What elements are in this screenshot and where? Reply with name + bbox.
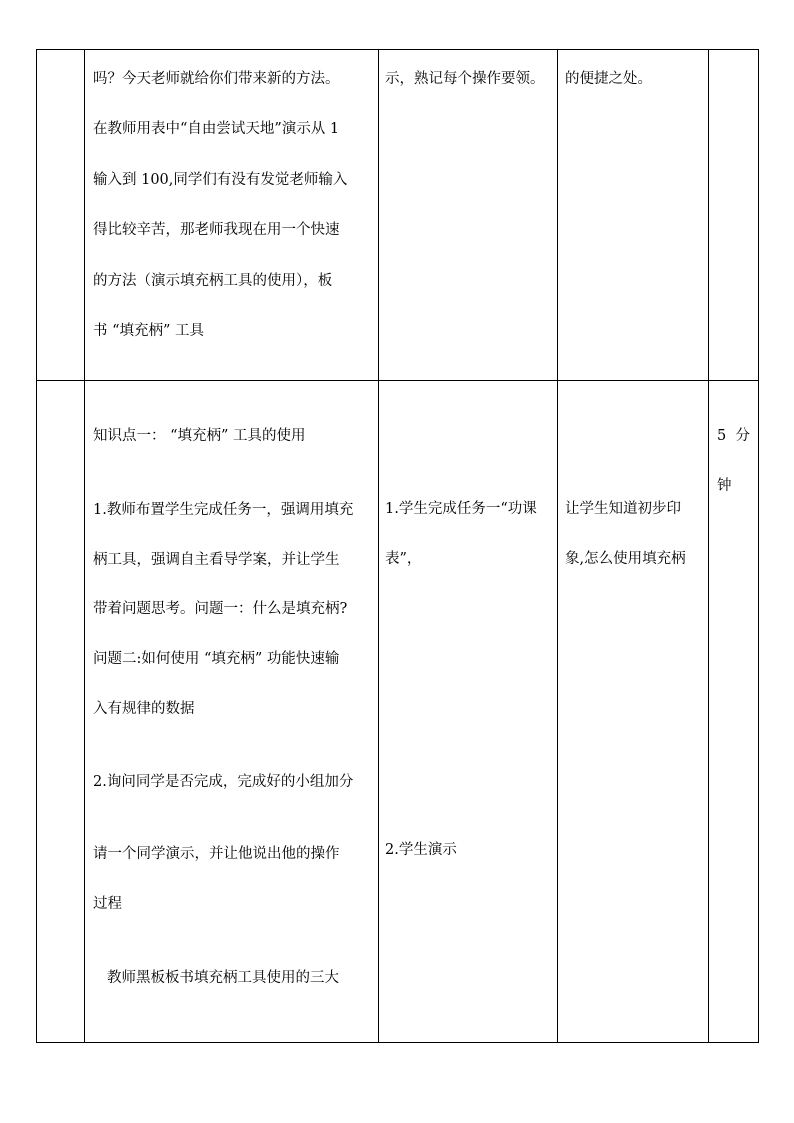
teacher-text-line: 知识点一： “填充柄” 工具的使用 — [93, 428, 306, 444]
teacher-text-line: 入有规律的数据 — [93, 701, 195, 717]
teacher-text-line: 柄工具，强调自主看导学案，并让学生 — [93, 552, 340, 568]
teacher-text-line: 输入到 100,同学们有没有发觉老师输入 — [93, 172, 348, 188]
teacher-text-line: 的方法（演示填充柄工具的使用），板 — [93, 273, 333, 289]
teacher-text-line: 教师黑板板书填充柄工具使用的三大 — [107, 970, 339, 986]
teacher-text-line: 书 “填充柄” 工具 — [93, 323, 205, 339]
time-cell — [709, 50, 759, 381]
student-text-line: 2.学生演示 — [385, 842, 457, 858]
teacher-text-line: 带着问题思考。问题一：什么是填充柄? — [93, 601, 348, 617]
teacher-text-line: 请一个同学演示，并让他说出他的操作 — [93, 846, 340, 862]
student-activity-cell — [379, 50, 558, 381]
teacher-activity-cell — [85, 381, 379, 1043]
lesson-plan-table — [36, 49, 759, 1043]
stage-cell — [37, 381, 85, 1043]
student-text-line: 表”， — [385, 551, 422, 567]
design-intent-cell — [558, 50, 709, 381]
student-text-line: 示，熟记每个操作要领。 — [385, 71, 545, 87]
time-text-line: 钟 — [717, 478, 732, 494]
time-cell — [709, 381, 759, 1043]
teacher-text-line: 问题二:如何使用 “填充柄” 功能快速输 — [93, 651, 340, 667]
intent-text-line: 的便捷之处。 — [565, 71, 652, 87]
table-row — [37, 50, 759, 381]
stage-cell — [37, 50, 85, 381]
teacher-text-line: 吗？今天老师就给你们带来新的方法。 — [93, 71, 340, 87]
teacher-text-line: 2.询问同学是否完成，完成好的小组加分 — [93, 774, 354, 790]
design-intent-cell — [558, 381, 709, 1043]
time-text-line: 5 分 — [717, 428, 750, 444]
table-row — [37, 381, 759, 1043]
teacher-activity-cell — [85, 50, 379, 381]
teacher-text-line: 在教师用表中“自由尝试天地”演示从 1 — [93, 121, 340, 137]
intent-text-line: 象,怎么使用填充柄 — [565, 551, 686, 567]
intent-text-line: 让学生知道初步印 — [565, 501, 681, 517]
teacher-text-line: 过程 — [93, 896, 122, 912]
student-text-line: 1.学生完成任务一“功课 — [385, 501, 537, 517]
student-activity-cell — [379, 381, 558, 1043]
teacher-text-line: 1.教师布置学生完成任务一，强调用填充 — [93, 502, 354, 518]
teacher-text-line: 得比较辛苦，那老师我现在用一个快速 — [93, 222, 340, 238]
